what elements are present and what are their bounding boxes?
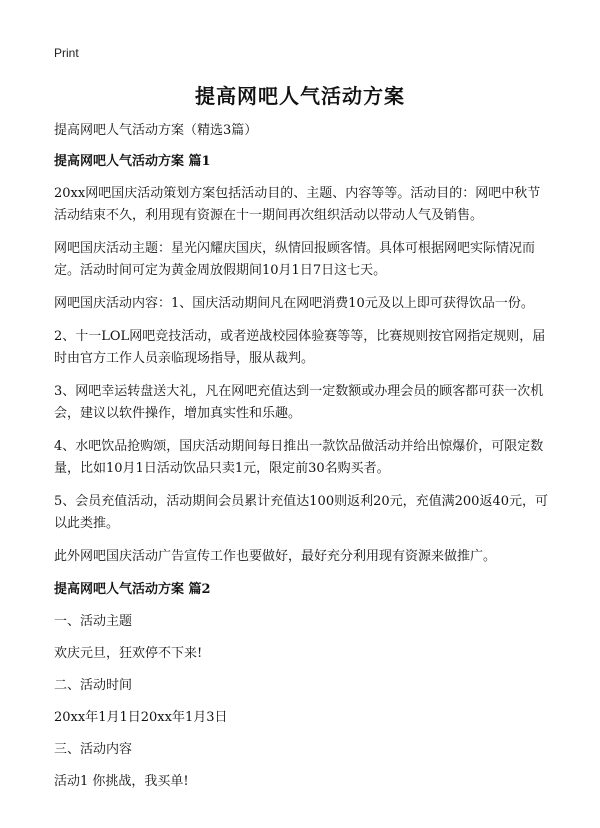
list-line: 三、活动内容 [54,742,133,757]
section-heading-1: 提高网吧人气活动方案 篇1 [54,154,211,169]
section-heading-2: 提高网吧人气活动方案 篇2 [54,582,211,597]
list-line: 欢庆元旦，狂欢停不下来! [54,646,203,661]
document-subtitle: 提高网吧人气活动方案（精选3篇） [54,123,258,138]
list-line: 一、活动主题 [54,614,133,629]
document-body [54,120,550,803]
paragraph: 此外网吧国庆活动广告宣传工作也要做好，最好充分利用现有资源来做推广。 [54,549,497,564]
paragraph: 4、水吧饮品抢购颂，国庆活动期间每日推出一款饮品做活动并给出惊爆价，可限定数量，比如10月1日活动饮品只卖1元，限定前30名购买者。 [54,439,544,476]
paragraph: 20xx网吧国庆活动策划方案包括活动目的、主题、内容等等。活动目的：网吧中秋节活动结束不久，利用现有资源在十一期间再次组织活动以带动人气及销售。 [54,186,541,223]
paragraph: 3、网吧幸运转盘送大礼，凡在网吧充值达到一定数额或办理会员的顾客都可获一次机会，建议以软件操作，增加真实性和乐趣。 [54,384,544,421]
print-link[interactable]: Print [54,46,79,60]
paragraph: 5、会员充值活动，活动期间会员累计充值达100则返利20元，充值满200返40元，可以此类推。 [54,494,548,531]
list-line: 二、活动时间 [54,678,133,693]
list-line: 20xx年1月1日20xx年1月3日 [54,710,228,725]
paragraph: 2、十一LOL网吧竞技活动，或者逆战校园体验赛等等，比赛规则按官网指定规则，届时由官方工作人员亲临现场指导，服从裁判。 [54,329,546,366]
paragraph: 网吧国庆活动主题：星光闪耀庆国庆，纵情回报顾客情。具体可根据网吧实际情况而定。活动时间可定为黄金周放假期间10月1日7日这七天。 [54,241,536,278]
list-line: 活动1 你挑战，我买单! [54,774,189,789]
document-title: 提高网吧人气活动方案 [195,84,405,108]
paragraph: 网吧国庆活动内容：1、国庆活动期间凡在网吧消费10元及以上即可获得饮品一份。 [54,296,534,311]
